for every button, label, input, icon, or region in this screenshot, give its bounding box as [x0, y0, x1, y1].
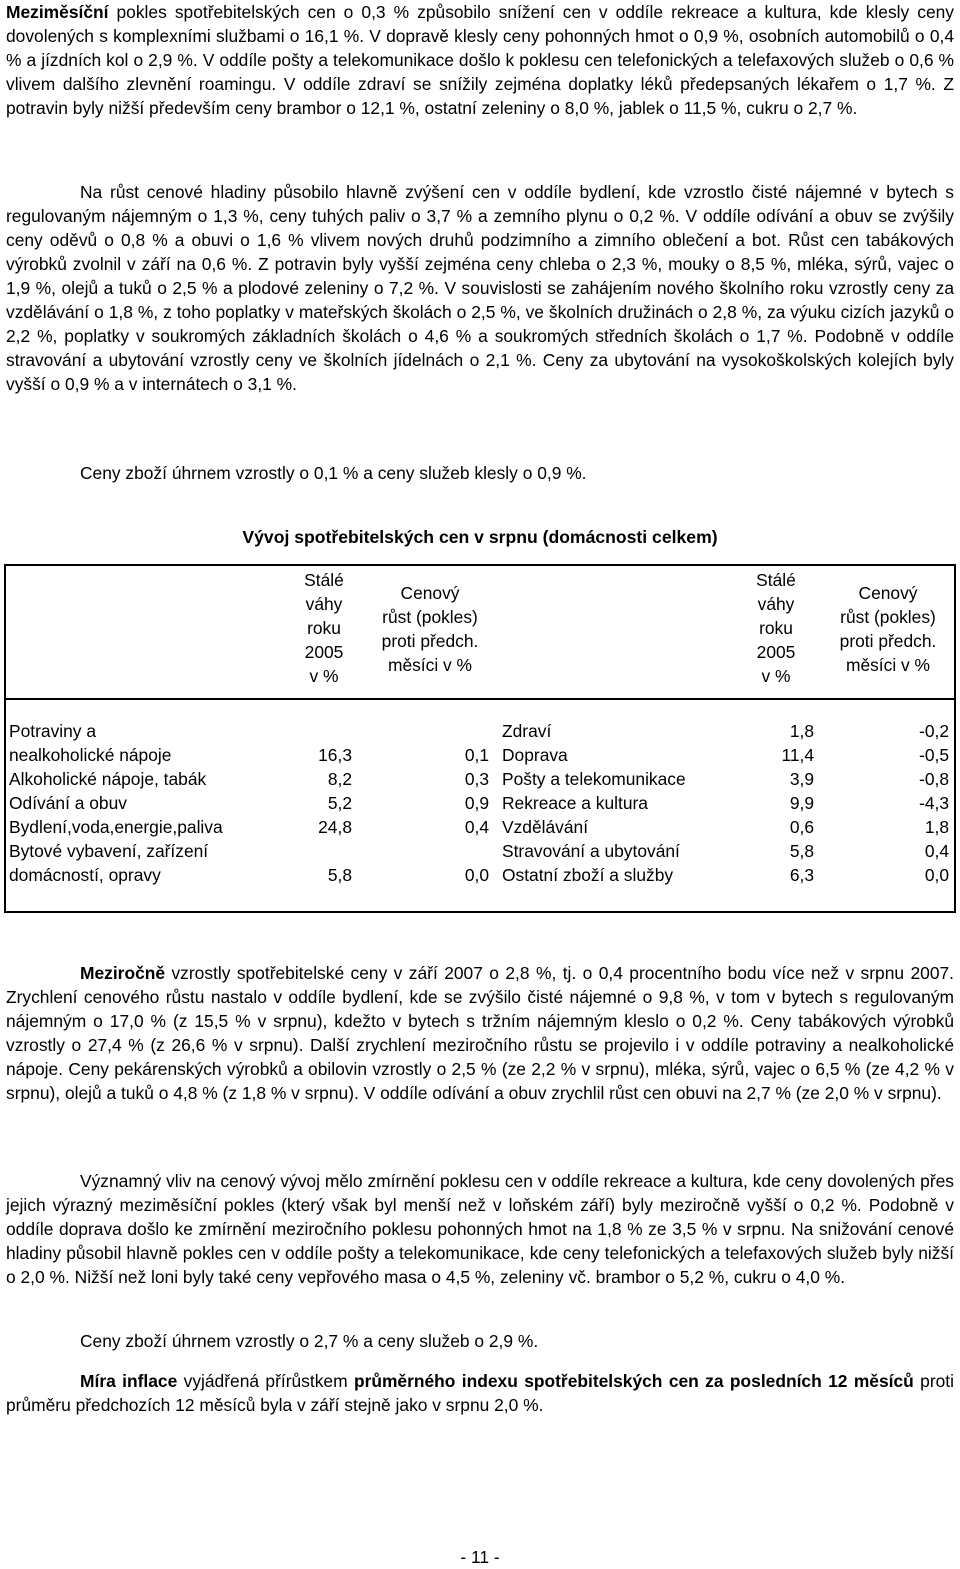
table-cell-label: Pošty a telekomunikace: [502, 769, 686, 789]
header-weights-right: Stálé váhy roku 2005 v %: [756, 570, 796, 686]
table-cell-weight: 3,9: [789, 769, 814, 789]
table-cell-weight: 16,3: [318, 745, 352, 765]
table-cell-change: -4,3: [919, 793, 949, 813]
table-cell-change: -0,2: [919, 721, 949, 741]
table-cell-label: Alkoholické nápoje, tabák: [9, 769, 207, 789]
table-cell-weight: 24,8: [318, 817, 352, 837]
table-cell-change: 0,1: [464, 745, 489, 765]
header-weights-left: Stálé váhy roku 2005 v %: [304, 570, 344, 686]
table-cell-weight: 0,6: [789, 817, 814, 837]
table-cell-label: Bydlení,voda,energie,paliva: [9, 817, 223, 837]
paragraph-goods-services-summary: Ceny zboží úhrnem vzrostly o 0,1 % a ceny služeb klesly o 0,9 %.: [80, 463, 587, 483]
paragraph-inflation-rate: [6, 1369, 954, 1417]
table-cell-label: domácností, opravy: [9, 865, 161, 885]
paragraph-price-growth: Na růst cenové hladiny působilo hlavně zvýšení cen v oddíle bydlení, kde vzrostlo čisté nájemné v bytech s regulovaným nájemným o 1,3 %, ceny tuhých paliv o 3,7 % a zemního plynu o 0,2 %. V oddíle odívání a obuv se zvýšily ceny oděvů o 0,8 % a obuvi o 1,6 % vlivem nových druhů podzimního a zimního oblečení a bot. Růst cen tabákových výrobků zvolnil v září na 0,6 %. Z potravin byly vyšší zejména ceny chleba o 2,3 %, mouky o 8,5 %, mléka, sýrů, vajec o 1,9 %, olejů a tuků o 2,5 % a plodové zeleniny o 7,2 %. V souvislosti se zahájením nového školního roku vzrostly ceny za vzdělávání o 1,8 %, z toho poplatky v mateřských školách o 2,5 %, ve školních družinách o 2,8 %, za výuku cizích jazyků o 2,2 %, poplatky v soukromých základních školách o 4,6 % a soukromých středních školách o 1,7 %. Podobně v oddíle stravování a ubytování vzrostly ceny ve školních jídelnách o 2,1 %. Ceny za ubytování na vysokoškolských kolejích byly vyšší o 0,9 % a v internátech o 3,1 %.: [6, 182, 954, 394]
table-cell-label: Potraviny a: [9, 721, 96, 741]
right-change-values: [852, 719, 949, 887]
paragraph-bold-term: Míra inflace: [80, 1371, 178, 1391]
table-cell-change: -0,8: [919, 769, 949, 789]
table-cell-change: 0,3: [464, 769, 489, 789]
table-cell-label: Zdraví: [502, 721, 552, 741]
page-number: - 11 -: [460, 1547, 500, 1567]
table-cell-weight: 5,8: [789, 841, 814, 861]
paragraph-goods-services-yearly: Ceny zboží úhrnem vzrostly o 2,7 % a ceny služeb o 2,9 %.: [80, 1331, 539, 1351]
paragraph-lead-bold: Meziročně: [80, 963, 166, 983]
table-cell-change: 0,4: [924, 841, 949, 861]
paragraph-bold-term: průměrného indexu spotřebitelských cen za posledních 12 měsíců: [353, 1371, 914, 1391]
table-cell-change: -0,5: [919, 745, 949, 765]
table-cell-weight: 1,8: [789, 721, 814, 741]
table-cell-change: 1,8: [924, 817, 949, 837]
paragraph-year-on-year: [6, 961, 954, 1105]
header-change-left: Cenový růst (pokles) proti předch. měsíci v %: [381, 583, 479, 675]
paragraph-significant-influence: Významný vliv na cenový vývoj mělo zmírnění poklesu cen v oddíle rekreace a kultura, kde ceny dovolených přes jejich výrazný meziměsíční pokles (který však byl menší než v loňském září) byly meziročně vyšší o 0,2 %. Podobně v oddíle doprava došlo ke zmírnění meziročního poklesu pohonných hmot na 1,8 % ze 3,5 % v srpnu. Na snižování cenové hladiny působil hlavně pokles cen v oddíle pošty a telekomunikace, kde ceny telefonických a telefaxových služeb byly nižší o 2,0 %. Nižší než loni byly také ceny vepřového masa o 4,5 %, zeleniny vč. brambor o 5,2 %, cukru o 4,0 %.: [6, 1171, 954, 1287]
table-cell-weight: 5,2: [327, 793, 352, 813]
table-cell-weight: 8,2: [327, 769, 352, 789]
table-header-divider: [4, 698, 956, 700]
right-weight-values: [736, 719, 814, 887]
table-cell-label: Odívání a obuv: [9, 793, 127, 813]
table-cell-label: Ostatní zboží a služby: [502, 865, 674, 885]
table-cell-weight: 5,8: [327, 865, 352, 885]
table-cell-weight: 6,3: [789, 865, 814, 885]
table-cell-weight: 11,4: [781, 745, 814, 765]
table-cell-label: Stravování a ubytování: [502, 841, 680, 861]
table-title: Vývoj spotřebitelských cen v srpnu (domácnosti celkem): [242, 527, 718, 547]
table-cell-weight: [276, 719, 352, 743]
table-cell-change: [396, 719, 489, 743]
paragraph-text: vyjádřená přírůstkem: [177, 1371, 354, 1391]
table-cell-label: Doprava: [502, 745, 568, 765]
paragraph-text: proti průměru předchozích 12 měsíců byla v září stejně jako v srpnu 2,0 %.: [6, 1371, 954, 1415]
table-cell-weight: 9,9: [789, 793, 814, 813]
table-cell-weight: [276, 839, 352, 863]
table-cell-change: 0,0: [924, 865, 949, 885]
paragraph-lead-bold: Meziměsíční: [6, 2, 109, 22]
table-cell-label: nealkoholické nápoje: [9, 745, 172, 765]
table-cell-change: 0,9: [464, 793, 489, 813]
right-category-labels: [502, 719, 742, 887]
table-cell-change: 0,4: [464, 817, 489, 837]
table-cell-label: Rekreace a kultura: [502, 793, 648, 813]
table-cell-change: 0,0: [464, 865, 489, 885]
left-category-labels: [9, 719, 279, 887]
header-change-right: Cenový růst (pokles) proti předch. měsíci v %: [839, 583, 937, 675]
left-weight-values: [276, 719, 352, 887]
paragraph-text: vzrostly spotřebitelské ceny v září 2007 o 2,8 %, tj. o 0,4 procentního bodu více než v srpnu 2007. Zrychlení cenového růstu nastalo v oddíle bydlení, kde se zvýšilo čisté nájemné o 9,8 %, v tom v bytech s regulovaným nájemným o 17,0 % (z 15,5 % v srpnu), kdežto v bytech s tržním nájemným kleslo o 0,2 %. Ceny tabákových výrobků vzrostly o 27,4 % (z 26,6 % v srpnu). Další zrychlení meziročního růstu se projevilo i v oddíle potraviny a nealkoholické nápoje. Ceny pekárenských výrobků a obilovin vzrostly o 2,5 % (ze 2,2 % v srpnu), mléka, sýrů, vajec o 6,5 % (ze 4,2 % v srpnu), olejů a tuků o 4,8 % (z 1,8 % v srpnu). V oddíle odívání a obuv zrychlil růst cen obuvi na 2,7 % (ze 2,0 % v srpnu).: [6, 963, 954, 1103]
paragraph-text: pokles spotřebitelských cen o 0,3 % způsobilo snížení cen v oddíle rekreace a kultura, kde klesly ceny dovolených s komplexními službami o 16,1 %. V dopravě klesly ceny pohonných hmot o 0,9 %, osobních automobilů o 0,4 % a jízdních kol o 2,9 %. V oddíle pošty a telekomunikace došlo k poklesu cen telefonických a telefaxových služeb o 0,6 % vlivem dalšího zlevnění roamingu. V oddíle zdraví se snížily zejména doplatky léků předepsaných lékařem o 1,7 %. Z potravin byly nižší především ceny brambor o 12,1 %, ostatní zeleniny o 8,0 %, jablek o 11,5 %, cukru o 2,7 %.: [6, 2, 954, 118]
table-cell-label: Vzdělávání: [502, 817, 589, 837]
paragraph-month-on-month-decrease: [6, 0, 954, 120]
left-change-values: [396, 719, 489, 887]
table-cell-label: Bytové vybavení, zařízení: [9, 841, 209, 861]
table-cell-change: [396, 839, 489, 863]
